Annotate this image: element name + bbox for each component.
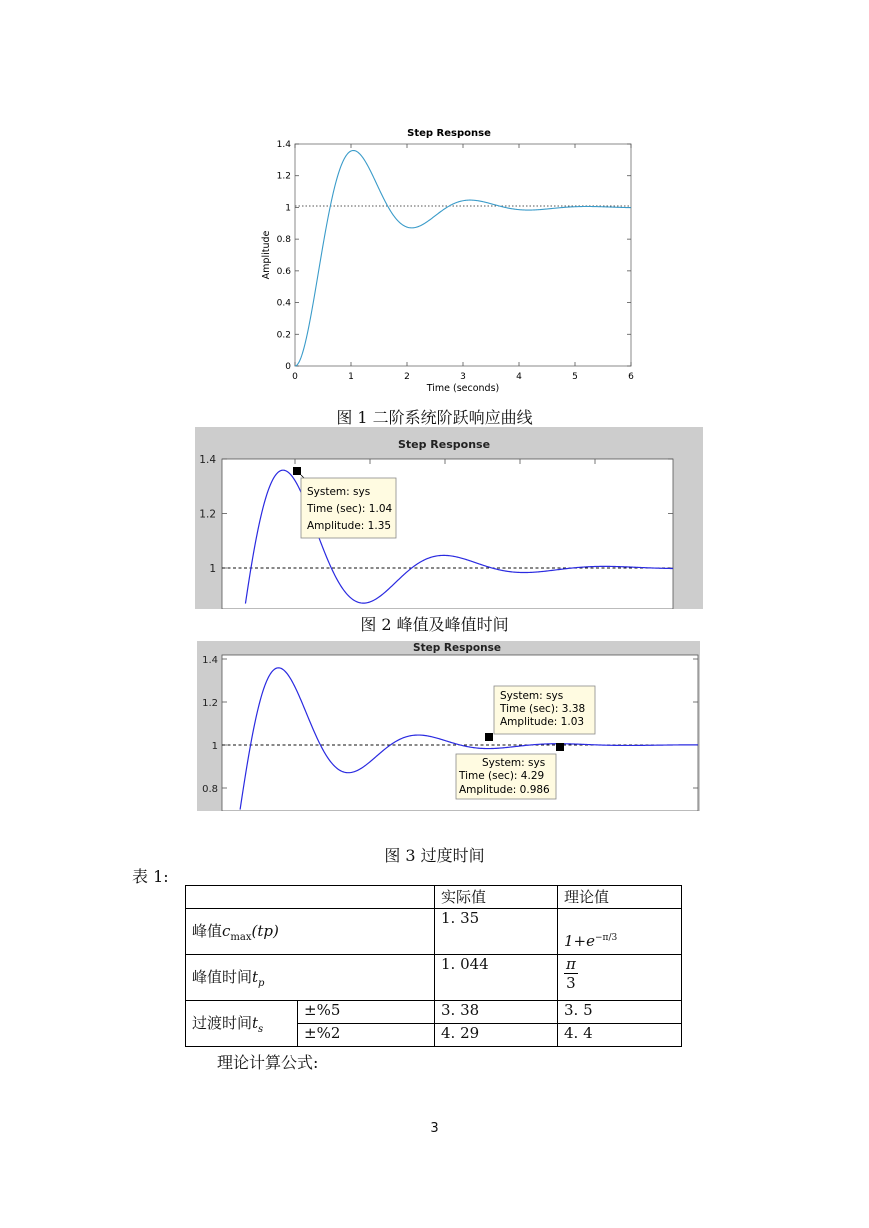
figure-1-xtick-label: 6 bbox=[628, 372, 634, 382]
settling-label: 过渡时间 bbox=[192, 1014, 253, 1032]
table-label: 表 1: bbox=[132, 867, 169, 886]
figure-3-datatip-5pct-system: System: sys bbox=[500, 690, 564, 702]
figure-3-caption: 图 3 过度时间 bbox=[384, 846, 485, 865]
cell-band-2: ±%2 bbox=[298, 1024, 435, 1047]
peak-time-fraction bbox=[564, 955, 578, 992]
cell-peak-theory bbox=[558, 909, 682, 955]
cell-peak-time-name bbox=[186, 955, 435, 1001]
header-empty bbox=[186, 886, 435, 909]
figure-1-ytick-label: 0.6 bbox=[276, 266, 291, 277]
cell-settling-5-actual: 3. 38 bbox=[435, 1001, 558, 1024]
peak-time-symbol: t bbox=[252, 968, 259, 986]
figure-1-xtick-label: 5 bbox=[572, 372, 578, 382]
figure-1-axes bbox=[295, 144, 631, 366]
figure-3-ytick-label: 0.8 bbox=[202, 784, 218, 795]
header-theory: 理论值 bbox=[558, 886, 682, 909]
figure-1-ytick-label: 1.4 bbox=[276, 140, 291, 150]
cell-settling-2-actual: 4. 29 bbox=[435, 1024, 558, 1047]
figure-2-axes bbox=[222, 459, 673, 609]
figure-2-peak-plot bbox=[195, 427, 703, 609]
figure-3-ytick-label: 1.4 bbox=[202, 655, 218, 666]
figure-1-ytick-label: 0 bbox=[285, 362, 291, 372]
cell-peak-actual: 1. 35 bbox=[435, 909, 558, 955]
figure-3-datatip-2pct-time: Time (sec): 4.29 bbox=[459, 770, 545, 782]
peak-symbol-max: max bbox=[230, 932, 252, 943]
cell-peak-time-theory bbox=[558, 955, 682, 1001]
page-number: 3 bbox=[430, 1121, 439, 1136]
figure-1-ytick-label: 0.2 bbox=[276, 330, 291, 341]
peak-theory-base: 1+e bbox=[564, 932, 595, 950]
figure-2-peak-marker bbox=[293, 467, 301, 475]
settling-sub: s bbox=[258, 1024, 264, 1035]
figure-3-settling-plot bbox=[197, 641, 700, 811]
figure-3-datatip-5pct-time: Time (sec): 3.38 bbox=[500, 703, 586, 715]
figure-1-xtick-label: 4 bbox=[516, 372, 522, 382]
figure-1-step-response bbox=[255, 122, 645, 397]
figure-1-xtick-label: 3 bbox=[460, 372, 466, 382]
figure-2-ytick-label: 1 bbox=[209, 563, 216, 575]
figure-2-datatip-system: System: sys bbox=[307, 486, 371, 498]
figure-2-caption: 图 2 峰值及峰值时间 bbox=[360, 615, 509, 634]
table-row-settling-5 bbox=[186, 1001, 682, 1024]
fraction-numerator: π bbox=[566, 955, 576, 973]
figure-1-caption: 图 1 二阶系统阶跃响应曲线 bbox=[336, 408, 533, 427]
figure-1-title: Step Response bbox=[407, 128, 491, 139]
settling-symbol: t bbox=[252, 1014, 259, 1032]
table-row-peak bbox=[186, 909, 682, 955]
peak-time-sub: p bbox=[258, 978, 265, 989]
formula-label: 理论计算公式: bbox=[217, 1053, 319, 1072]
table-header-row bbox=[186, 886, 682, 909]
peak-label: 峰值 bbox=[192, 922, 223, 940]
results-table bbox=[185, 885, 682, 1047]
figure-3-datatip-5pct-amplitude: Amplitude: 1.03 bbox=[500, 716, 585, 728]
peak-symbol-tp: (tp) bbox=[251, 922, 279, 940]
peak-theory-exponent: −π/3 bbox=[595, 933, 618, 943]
figure-1-ytick-label: 1.2 bbox=[276, 171, 291, 182]
cell-settling-5-theory: 3. 5 bbox=[558, 1001, 682, 1024]
table-row-peak-time bbox=[186, 955, 682, 1001]
figure-3-marker-2pct bbox=[556, 743, 564, 751]
cell-peak-time-actual: 1. 044 bbox=[435, 955, 558, 1001]
figure-3-datatip-2pct-amplitude: Amplitude: 0.986 bbox=[459, 784, 550, 796]
peak-time-label: 峰值时间 bbox=[192, 968, 253, 986]
figure-2-title: Step Response bbox=[397, 438, 491, 451]
figure-1-xtick-label: 1 bbox=[348, 372, 354, 382]
figure-2-datatip-amplitude: Amplitude: 1.35 bbox=[307, 520, 392, 532]
figure-1-ylabel: Amplitude bbox=[261, 230, 272, 280]
figure-2-datatip-time: Time (sec): 1.04 bbox=[307, 503, 393, 515]
figure-1-xtick-label: 0 bbox=[292, 372, 298, 382]
figure-2-ytick-label: 1.4 bbox=[199, 454, 216, 466]
cell-settling-2-theory: 4. 4 bbox=[558, 1024, 682, 1047]
figure-1-xtick-label: 2 bbox=[404, 372, 410, 382]
cell-settling-name bbox=[186, 1001, 298, 1047]
fraction-denominator: 3 bbox=[566, 974, 576, 992]
figure-3-ytick-label: 1.2 bbox=[202, 698, 218, 709]
figure-3-datatip-2pct-system: System: sys bbox=[482, 757, 546, 769]
figure-1-xlabel: Time (seconds) bbox=[426, 383, 500, 394]
figure-1-ytick-label: 1 bbox=[285, 203, 291, 214]
figure-3-ytick-label: 1 bbox=[211, 741, 218, 752]
figure-3-marker-5pct bbox=[485, 733, 493, 741]
peak-symbol-c: c bbox=[222, 922, 231, 940]
cell-peak-name bbox=[186, 909, 435, 955]
figure-1-ytick-label: 0.4 bbox=[276, 298, 291, 309]
cell-band-5: ±%5 bbox=[298, 1001, 435, 1024]
figure-1-ytick-label: 0.8 bbox=[276, 235, 291, 246]
figure-3-title: Step Response bbox=[413, 642, 501, 654]
header-actual: 实际值 bbox=[435, 886, 558, 909]
figure-2-ytick-label: 1.2 bbox=[199, 508, 216, 521]
